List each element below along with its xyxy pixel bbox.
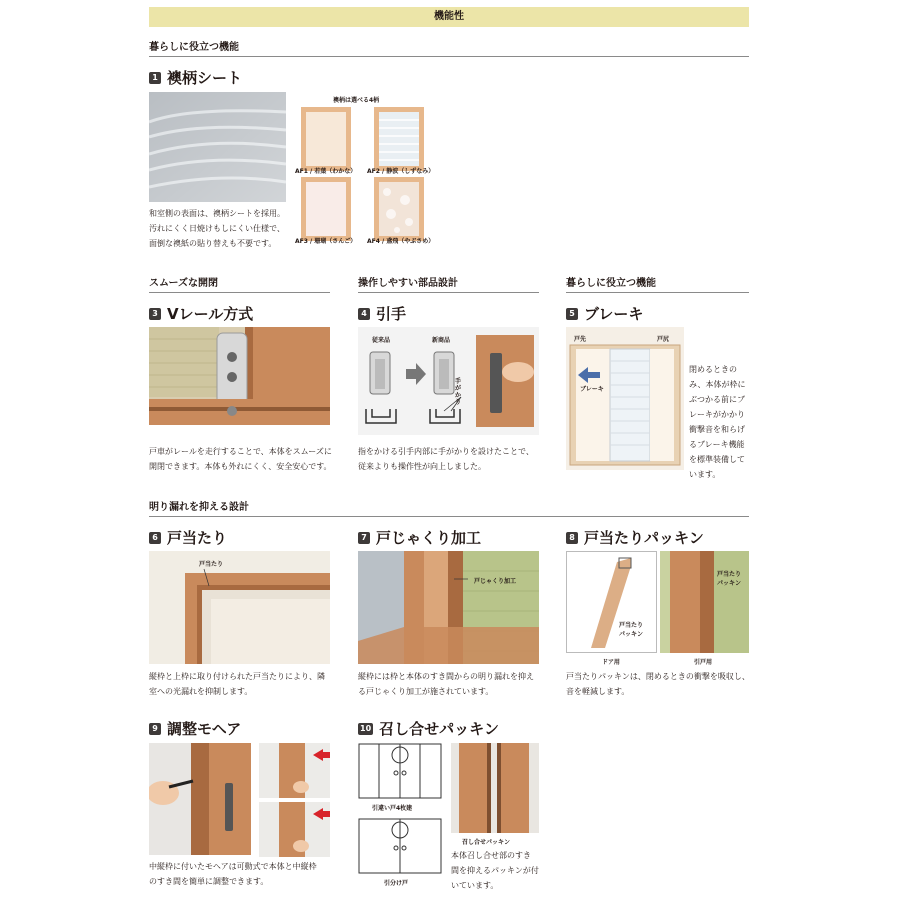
feature5-heading [566,303,643,324]
swatch-af4 [374,177,424,241]
desc-line: 面倒な襖紙の貼り替えも不要です。 [149,239,277,248]
callout-line: 戸当たり [717,571,742,578]
feature10-number: 10 [360,723,372,733]
feature10-title: 召し合せパッキン [379,720,499,738]
door-end-label: 戸尻 [657,336,670,343]
desc-line: 指をかける引手内部に手がかりを設けたことで、 [358,447,534,456]
feature1-description [149,206,294,251]
feature6-number: 6 [149,532,161,544]
feature4-title: 引手 [376,305,407,323]
brake-diagram [566,327,684,470]
feature5-number: 5 [566,308,578,320]
desc-line: ぶつかる前にブ [689,395,745,404]
desc-line: 開閉できます。本体も外れにくく、安全安心です。 [149,462,332,471]
callout-line: パッキン [717,580,741,587]
swatch-af3 [301,177,351,241]
swatch-af1 [301,107,351,171]
desc-line: います。 [689,470,721,479]
desc-line: 戸車がレールを走行することで、本体をスムーズに [149,447,332,456]
split-door-diagram [358,818,442,874]
mohair-adjust-photo [149,743,251,855]
feature5-title: ブレーキ [584,305,644,323]
feature6-description [149,669,334,699]
feature1-title: 襖柄シート [167,69,243,87]
desc-line: 戸当たりパッキンは、閉めるときの衝撃を吸収し、 [566,672,750,681]
mohair-detail-photo-1 [259,743,330,798]
desc-line: るブレーキ機能 [689,440,745,449]
door-rebate-callout: 戸じゃくり加工 [474,578,517,585]
feature8-description [566,669,756,699]
callout-line: 戸当たり [619,622,644,629]
grip-label: 手がかり [455,378,462,406]
desc-line: 閉めるときの [689,365,737,374]
feature7-number: 7 [358,532,370,544]
feature4-number: 4 [358,308,370,320]
desc-line: 間を抑えるパッキンが付 [451,866,539,875]
feature1-heading [149,67,242,88]
feature10-description [451,848,551,893]
feature5-description [689,362,751,482]
swatch-af4-label: AF4 / 鳶飛（やぶさめ） [367,238,435,245]
section-heading-light: 明り漏れを抑える設計 [149,498,749,517]
desc-line: 室への光漏れを抑制します。 [149,687,253,696]
four-panel-diagram [358,743,442,799]
old-product-label: 従来品 [372,337,391,344]
section-title: 機能性 [434,11,464,22]
heading-living-2: 暮らしに役立つ機能 [566,274,749,293]
desc-line: 衝撃音を和らげ [689,425,745,434]
feature7-heading [358,527,481,548]
desc-line: 本体召し合せ部のすき [451,851,531,860]
feature8-number: 8 [566,532,578,544]
feature6-heading [149,527,227,548]
door-tip-label: 戸先 [574,336,587,343]
feature4-description [358,444,548,474]
desc-line: る戸じゃくり加工が施されています。 [358,687,494,696]
desc-line: 縦枠には枠と本体のすき間からの明り漏れを抑え [358,672,534,681]
feature3-heading [149,303,253,324]
swatch-af1-label: AF1 / 若葉（わかな） [295,168,357,175]
feature8-heading [566,527,704,548]
feature10-heading [358,718,499,739]
section-title-bar [149,7,749,27]
heading-smooth: スムーズな開閉 [149,274,330,293]
swatch-af3-label: AF3 / 珊瑚（さんご） [295,238,357,245]
door-stop-packing-door [566,551,657,653]
swatch-af2 [374,107,424,171]
feature9-number: 9 [149,723,161,735]
desc-line: レーキがかかり [689,410,745,419]
feature7-description [358,669,548,699]
desc-line: いています。 [451,881,499,890]
feature3-description [149,444,334,474]
desc-line: 中縦枠に付いたモヘアは可動式で本体と中縦枠 [149,862,317,871]
v-rail-photo [149,327,330,425]
meeting-packing-photo [451,743,539,833]
feature9-description [149,859,339,889]
meeting-packing-callout: 召し合せパッキン [462,839,510,846]
feature3-title: Vレール方式 [167,305,254,323]
door-use-caption: ドア用 [602,659,620,666]
section-heading-living: 暮らしに役立つ機能 [149,38,749,57]
desc-line: 和室側の表面は、襖柄シートを採用。 [149,209,285,218]
feature4-heading [358,303,406,324]
feature9-title: 調整モヘア [167,720,242,738]
door-stop-packing-sliding [660,551,749,653]
feature1-number: 1 [149,72,161,84]
desc-line: 汚れにくく日焼けもしにくい仕様で、 [149,224,285,233]
desc-line: 縦枠と上枠に取り付けられた戸当たりにより、隣 [149,672,325,681]
callout-line: パッキン [619,631,643,638]
feature3-number: 3 [149,308,161,320]
swatch-caption: 襖柄は選べる4柄 [333,97,380,104]
door-stop-callout: 戸当たり [199,561,224,568]
desc-line: 従来よりも操作性が向上しました。 [358,462,486,471]
brake-label: ブレーキ [580,386,604,393]
sliding-use-caption: 引戸用 [694,659,713,666]
heading-parts: 操作しやすい部品設計 [358,274,539,293]
fusuma-sheet-photo [149,92,286,202]
mohair-detail-photo-2 [259,802,330,857]
desc-line: を標準装備して [689,455,745,464]
packing-callout-right [717,570,741,588]
desc-line: み、本体が枠に [689,380,746,389]
door-stop-photo [149,551,330,664]
feature7-title: 戸じゃくり加工 [376,529,482,547]
feature8-title: 戸当たりパッキン [584,529,704,547]
four-panel-label: 引違い戸4枚建 [372,805,413,812]
split-door-label: 引分け戸 [384,880,409,887]
desc-line: 音を軽減します。 [566,687,630,696]
packing-callout-left [619,621,643,639]
new-product-label: 新商品 [432,337,451,344]
desc-line: のすき間を簡単に調整できます。 [149,877,269,886]
swatch-af2-label: AF2 / 静波（しずなみ） [367,168,435,175]
door-rebate-photo [358,551,539,664]
feature9-heading [149,718,241,739]
feature6-title: 戸当たり [167,529,228,547]
